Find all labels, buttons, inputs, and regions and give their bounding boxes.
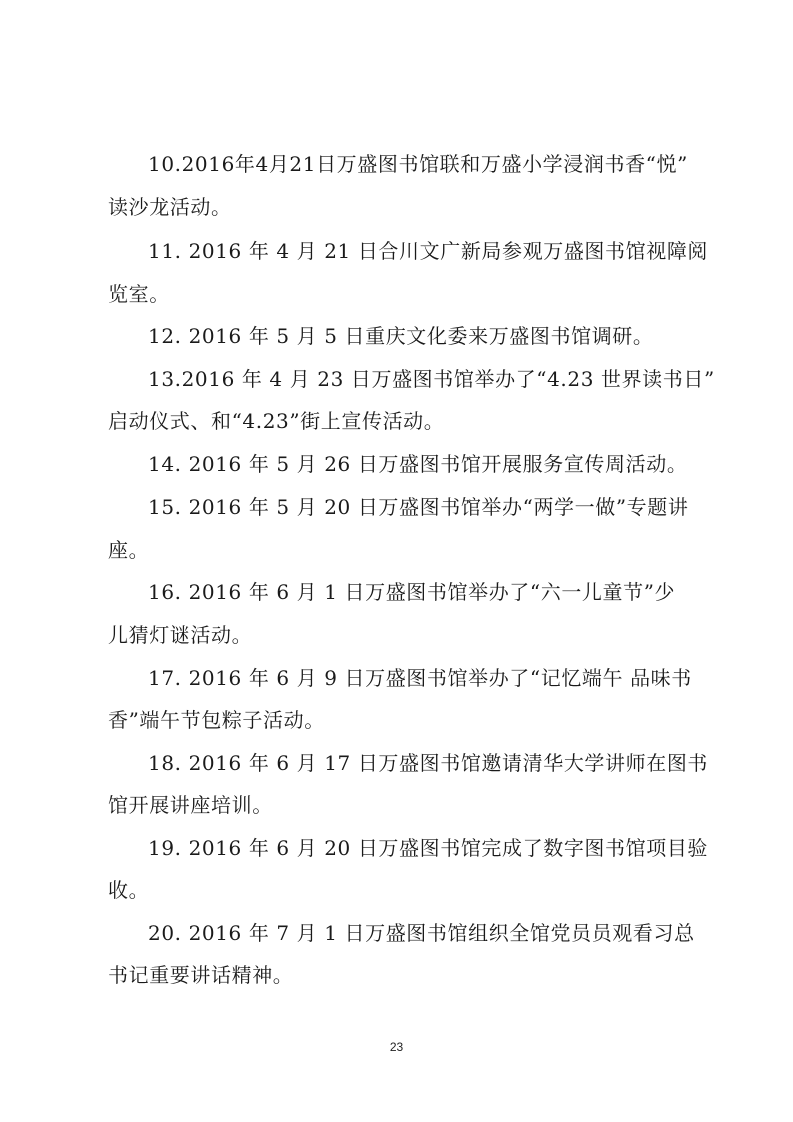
list-item-17-line-2: 香”端午节包粽子活动。	[108, 708, 325, 732]
list-item-17-line-1: 17. 2016 年 6 月 9 日万盛图书馆举办了“记忆端午 品味书	[148, 666, 692, 690]
list-item-10-line-1: 10.2016年4月21日万盛图书馆联和万盛小学浸润书香“悦”	[148, 152, 688, 176]
page-number: 23	[389, 1040, 404, 1054]
list-item-19-line-2: 收。	[108, 878, 150, 902]
list-item-13-line-1: 13.2016 年 4 月 23 日万盛图书馆举办了“4.23 世界读书日”	[148, 367, 715, 391]
list-item-15-line-1: 15. 2016 年 5 月 20 日万盛图书馆举办“两学一做”专题讲	[148, 495, 689, 519]
list-item-12-line-1: 12. 2016 年 5 月 5 日重庆文化委来万盛图书馆调研。	[148, 324, 654, 348]
list-item-20-line-2: 书记重要讲话精神。	[108, 963, 294, 987]
list-item-16-line-1: 16. 2016 年 6 月 1 日万盛图书馆举办了“六一儿童节”少	[148, 580, 676, 604]
list-item-13-line-2: 启动仪式、和“4.23”街上宣传活动。	[108, 409, 445, 433]
list-item-14-line-1: 14. 2016 年 5 月 26 日万盛图书馆开展服务宣传周活动。	[148, 452, 688, 476]
list-item-19-line-1: 19. 2016 年 6 月 20 日万盛图书馆完成了数字图书馆项目验	[148, 836, 709, 860]
list-item-11-line-1: 11. 2016 年 4 月 21 日合川文广新局参观万盛图书馆视障阅	[148, 239, 709, 263]
list-item-10-line-2: 读沙龙活动。	[108, 195, 232, 219]
list-item-18-line-1: 18. 2016 年 6 月 17 日万盛图书馆邀请清华大学讲师在图书	[148, 751, 709, 775]
list-item-18-line-2: 馆开展讲座培训。	[108, 793, 273, 817]
list-item-16-line-2: 儿猜灯谜活动。	[108, 623, 253, 647]
list-item-11-line-2: 览室。	[108, 282, 170, 306]
list-item-20-line-1: 20. 2016 年 7 月 1 日万盛图书馆组织全馆党员员观看习总	[148, 921, 695, 945]
list-item-15-line-2: 座。	[108, 538, 150, 562]
